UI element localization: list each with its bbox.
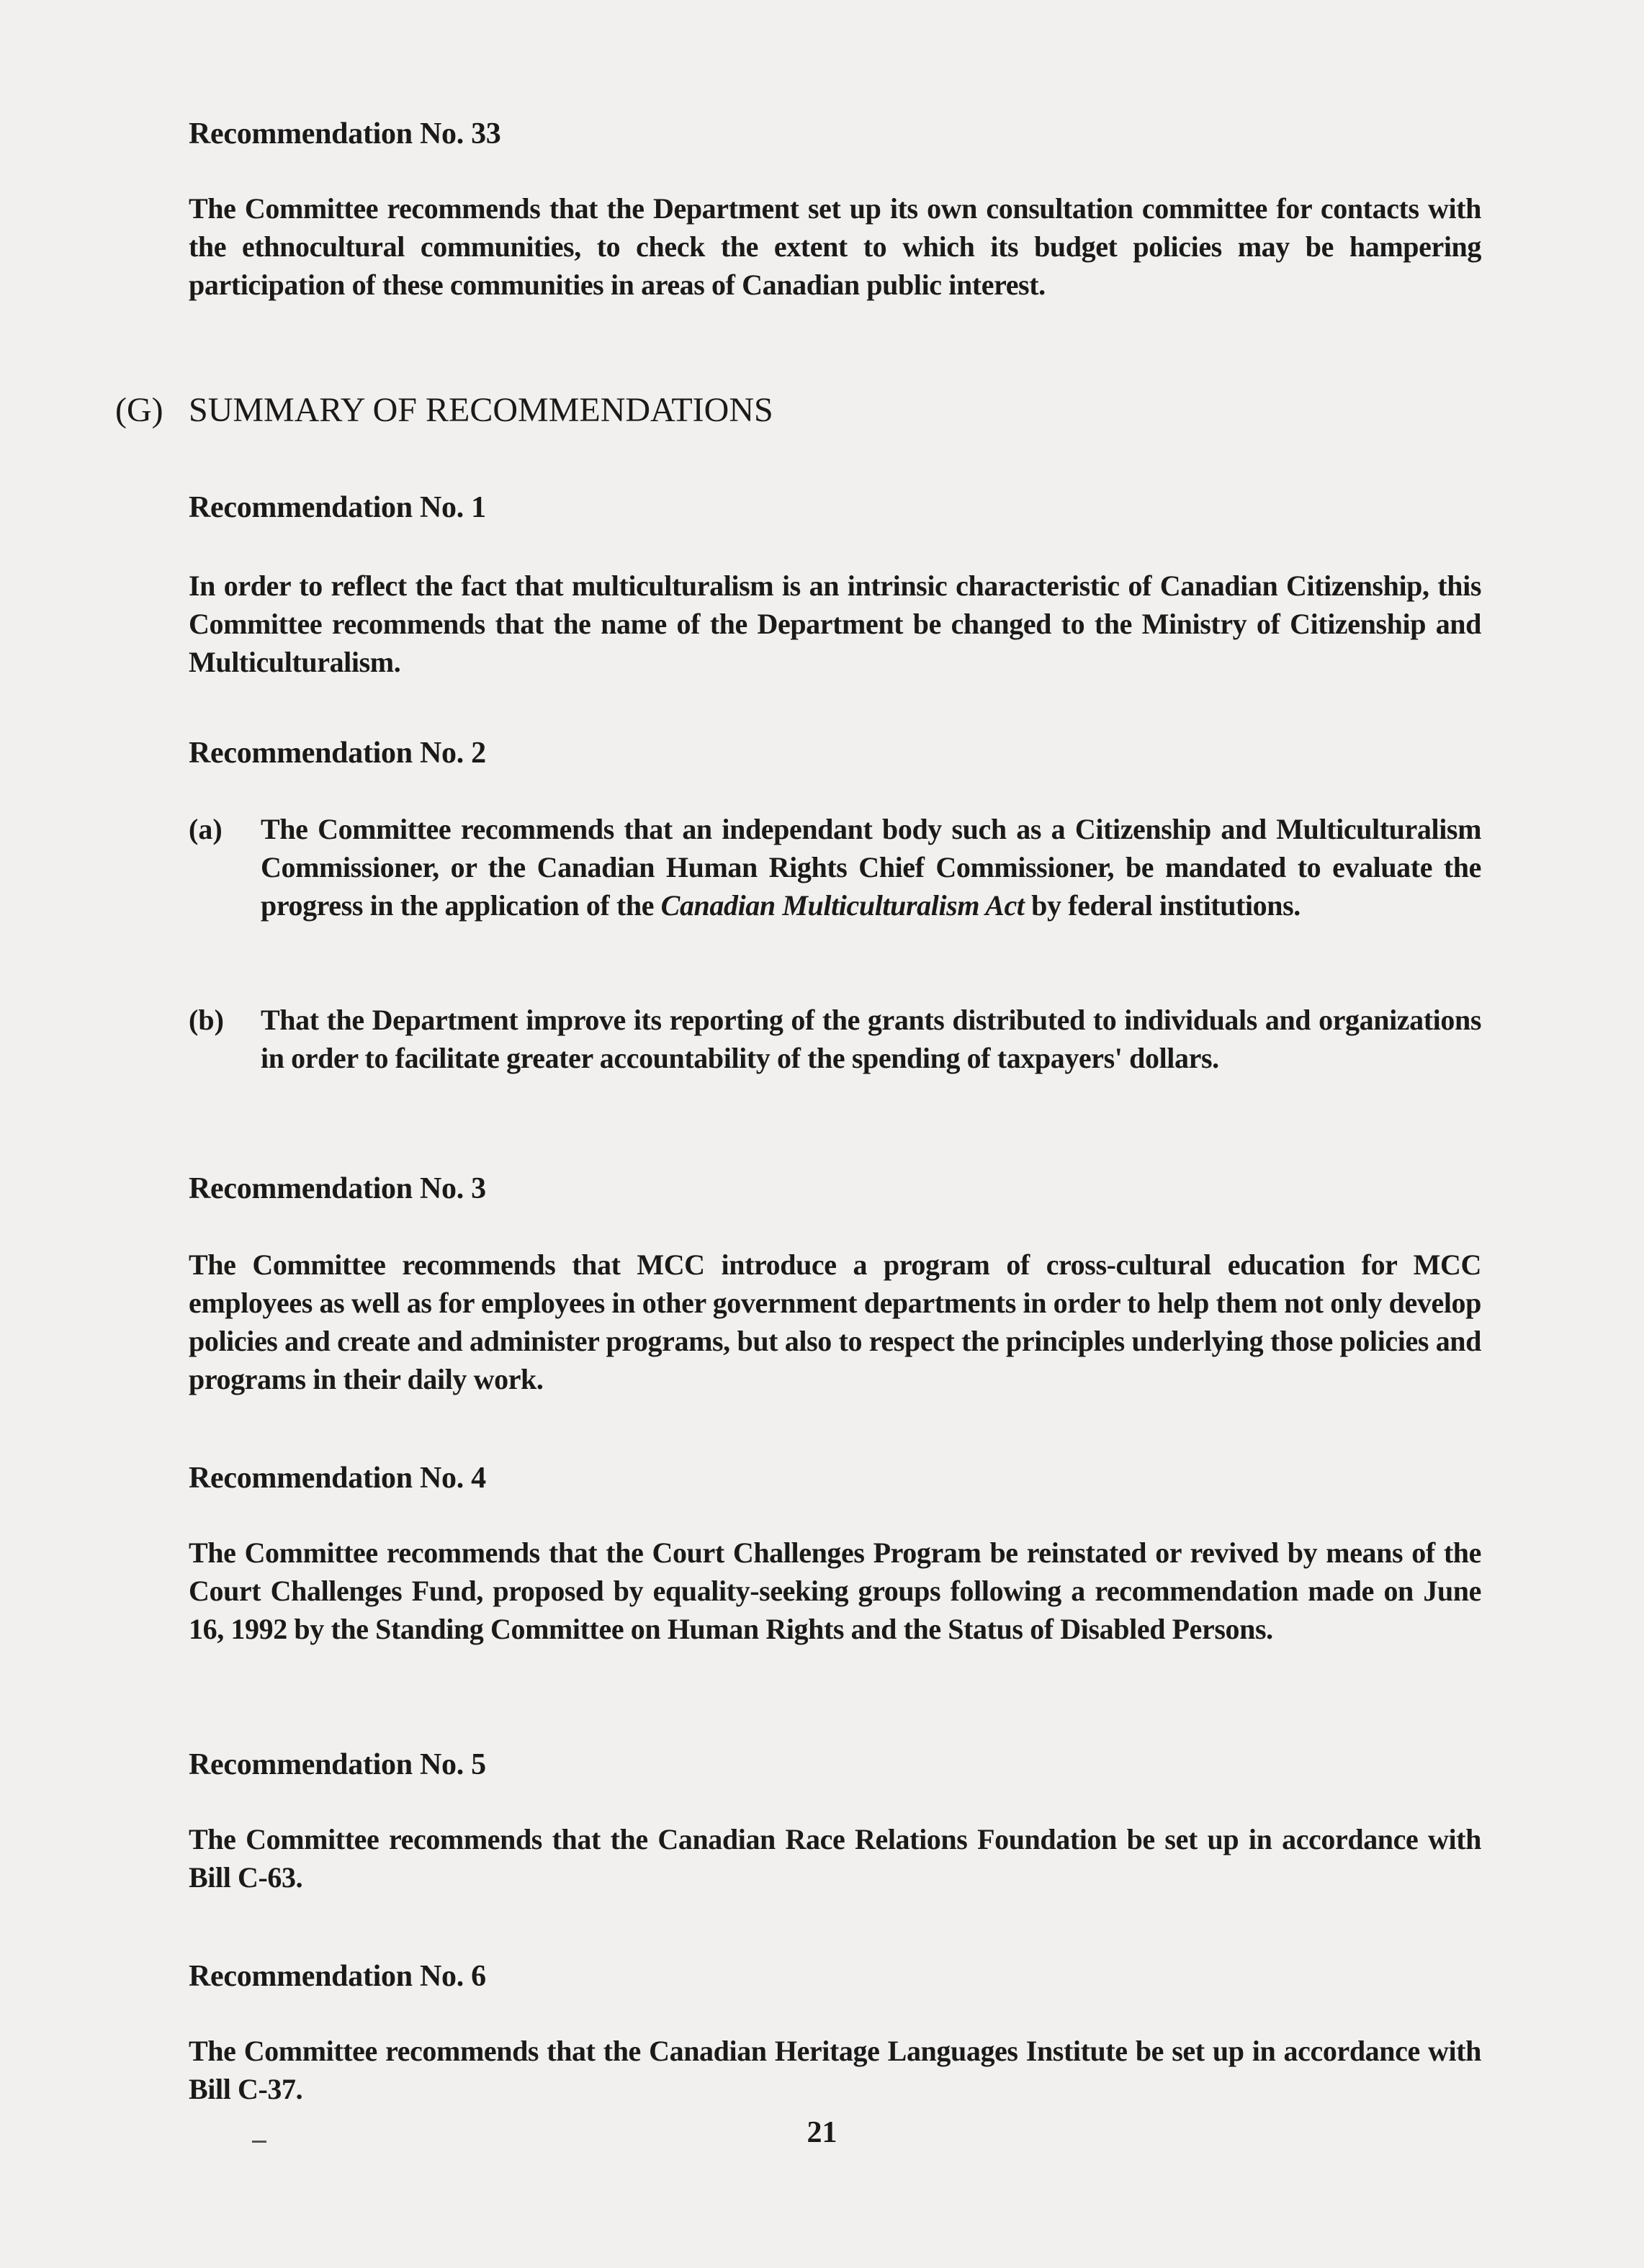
rec-5-heading: Recommendation No. 5 — [189, 1748, 486, 1781]
section-title — [115, 393, 773, 428]
rec-2-item-b — [189, 1001, 1481, 1077]
rec-33-text: The Committee recommends that the Department set up its own consultation committee for contacts with the ethnocultural communities, to check the extent to which its budget policies may be hampering participation of these communities in areas of Canadian public interest. — [189, 192, 1481, 301]
rec-2-item-a-marker: (a) — [189, 813, 223, 845]
rec-33-heading: Recommendation No. 33 — [189, 117, 501, 150]
rec-2-item-a-text: The Committee recommends that an independant body such as a Citizenship and Multiculturalism Commissioner, or the Canadian Human Rights Chief Commissioner, be mandated to evaluate the progress in the application of the Canadian Multiculturalism Act by federal institutions. — [261, 813, 1481, 922]
section-letter: (G) — [115, 391, 163, 429]
rec-2-heading: Recommendation No. 2 — [189, 737, 486, 770]
rec-4-text: The Committee recommends that the Court Challenges Program be reinstated or revived by means of the Court Challenges Fund, proposed by equality-seeking groups following a recommendation made on June 16, 1992 by the Standing Committee on Human Rights and the Status of Disabled Persons. — [189, 1536, 1481, 1645]
rec-5-text: The Committee recommends that the Canadian Race Relations Foundation be set up in accordance with Bill C-63. — [189, 1823, 1481, 1894]
rec-2-item-b-marker: (b) — [189, 1004, 224, 1036]
rec-3-text: The Committee recommends that MCC introduce a program of cross-cultural education for MCC employees as well as for employees in other government departments in order to help them not only develop policies and create and administer programs, but also to respect the principles underlying those policies and programs in their daily work. — [189, 1248, 1481, 1395]
rec-1-heading: Recommendation No. 1 — [189, 491, 486, 524]
rec-3-heading: Recommendation No. 3 — [189, 1172, 486, 1205]
rec-6-text: The Committee recommends that the Canadian Heritage Languages Institute be set up in accordance with Bill C-37. — [189, 2035, 1481, 2105]
act-title: Canadian Multiculturalism Act — [660, 889, 1025, 922]
rec-1-text: In order to reflect the fact that multiculturalism is an intrinsic characteristic of Canadian Citizenship, this Committee recommends that the name of the Department be changed to the Ministry of Citizenship and Multiculturalism. — [189, 570, 1481, 678]
rec-4-heading: Recommendation No. 4 — [189, 1462, 486, 1495]
rec-2-item-a — [189, 810, 1481, 924]
section-title-text: SUMMARY OF RECOMMENDATIONS — [189, 391, 773, 429]
rec-6-heading: Recommendation No. 6 — [189, 1960, 486, 1993]
page-number: 21 — [807, 2116, 837, 2149]
rec-2-item-b-text: That the Department improve its reporting of the grants distributed to individuals and organizations in order to facilitate greater accountability of the spending of taxpayers' dollars. — [261, 1004, 1481, 1074]
